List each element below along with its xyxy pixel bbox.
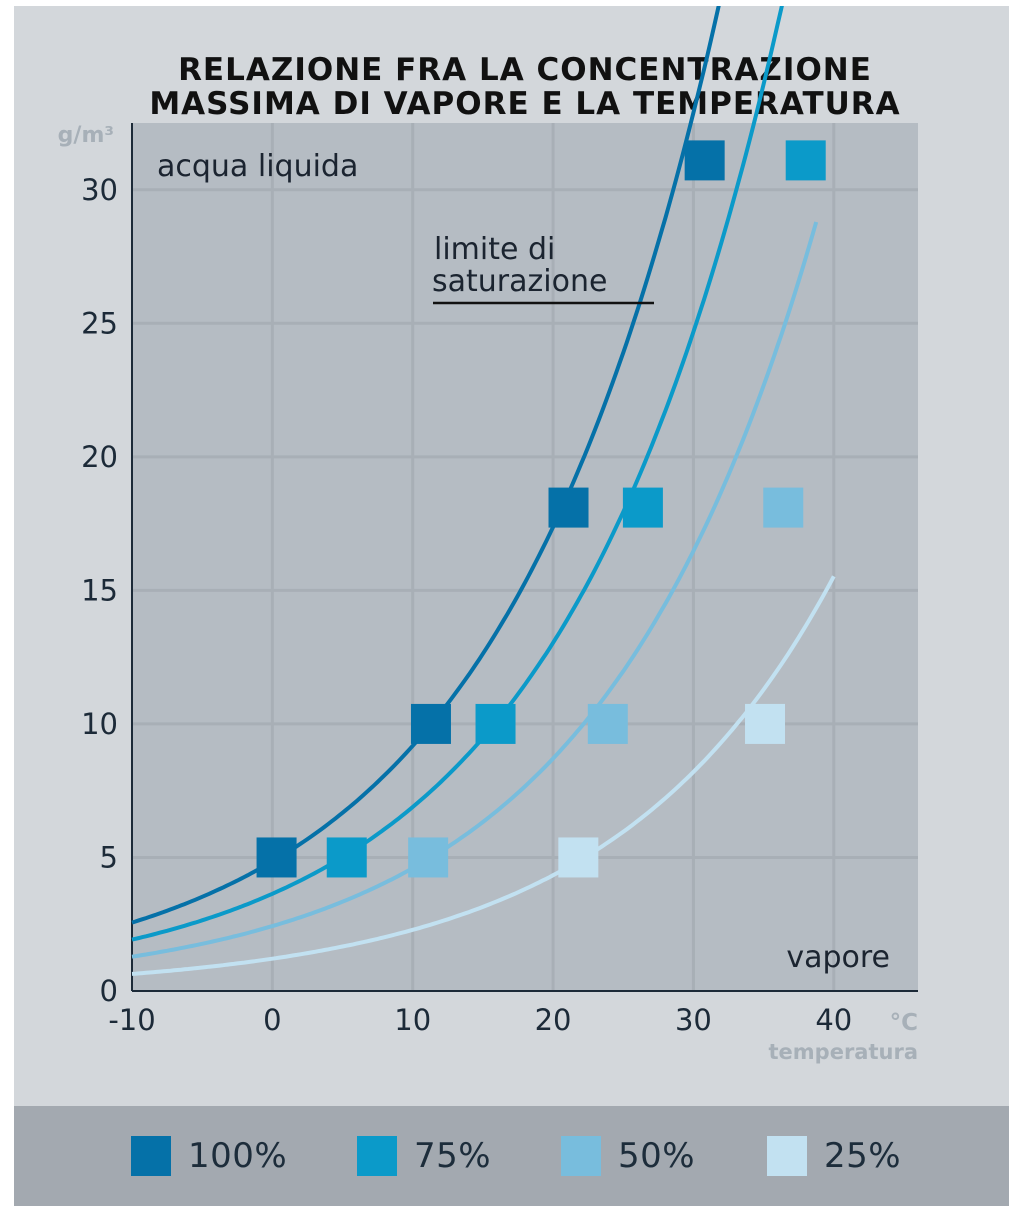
- y-axis-unit: g/m³: [57, 123, 114, 148]
- data-marker-100: [257, 837, 297, 877]
- legend-label-50: 50%: [618, 1136, 696, 1176]
- legend-swatch-25: [767, 1136, 807, 1176]
- legend-item-50: [561, 1136, 695, 1176]
- data-marker-100: [411, 704, 451, 744]
- y-tick-label: 0: [99, 974, 118, 1008]
- x-axis-unit: °C: [889, 1010, 918, 1036]
- saturation-label-line-1: limite di: [434, 232, 556, 267]
- x-tick-label: 0: [263, 1003, 282, 1037]
- x-axis-label: temperatura: [768, 1040, 918, 1064]
- x-tick-labels: [108, 1003, 852, 1037]
- y-tick-label: 25: [81, 306, 118, 341]
- legend-item-75: [357, 1136, 491, 1176]
- data-marker-50: [408, 837, 448, 877]
- x-tick-label: 30: [674, 1003, 712, 1037]
- legend-label-100: 100%: [188, 1136, 288, 1176]
- y-tick-label: 5: [99, 840, 118, 875]
- x-tick-label: -10: [108, 1003, 156, 1037]
- chart-card: [14, 6, 1009, 1206]
- region-label-liquid-water: acqua liquida: [157, 149, 359, 184]
- chart-title-line-2: MASSIMA DI VAPORE E LA TEMPERATURA: [149, 86, 901, 122]
- data-marker-75: [327, 837, 367, 877]
- data-marker-50: [588, 704, 628, 744]
- saturation-label-line-2: saturazione: [432, 264, 608, 299]
- data-marker-100: [685, 140, 725, 180]
- x-tick-label: 20: [534, 1003, 572, 1037]
- data-marker-75: [623, 488, 663, 528]
- y-tick-label: 15: [81, 573, 118, 608]
- legend-swatch-100: [131, 1136, 171, 1176]
- y-tick-labels: [81, 173, 118, 1008]
- data-marker-50: [763, 488, 803, 528]
- y-tick-label: 20: [81, 439, 118, 474]
- legend-label-25: 25%: [824, 1136, 902, 1176]
- chart-title-line-1: RELAZIONE FRA LA CONCENTRAZIONE: [178, 52, 872, 88]
- y-tick-label: 10: [81, 706, 118, 741]
- region-label-vapour: vapore: [786, 940, 890, 975]
- chart-svg: [14, 6, 1009, 1106]
- legend-label-75: 75%: [414, 1136, 492, 1176]
- x-tick-label: 10: [394, 1003, 432, 1037]
- legend-swatch-75: [357, 1136, 397, 1176]
- data-marker-25: [745, 704, 785, 744]
- data-marker-75: [786, 140, 826, 180]
- x-tick-label: 40: [815, 1003, 853, 1037]
- data-marker-100: [549, 488, 589, 528]
- legend-item-25: [767, 1136, 901, 1176]
- legend-item-100: [131, 1136, 287, 1176]
- legend-swatch-50: [561, 1136, 601, 1176]
- data-marker-75: [476, 704, 516, 744]
- legend: [14, 1106, 1009, 1206]
- y-tick-label: 30: [81, 172, 118, 207]
- data-marker-25: [558, 837, 598, 877]
